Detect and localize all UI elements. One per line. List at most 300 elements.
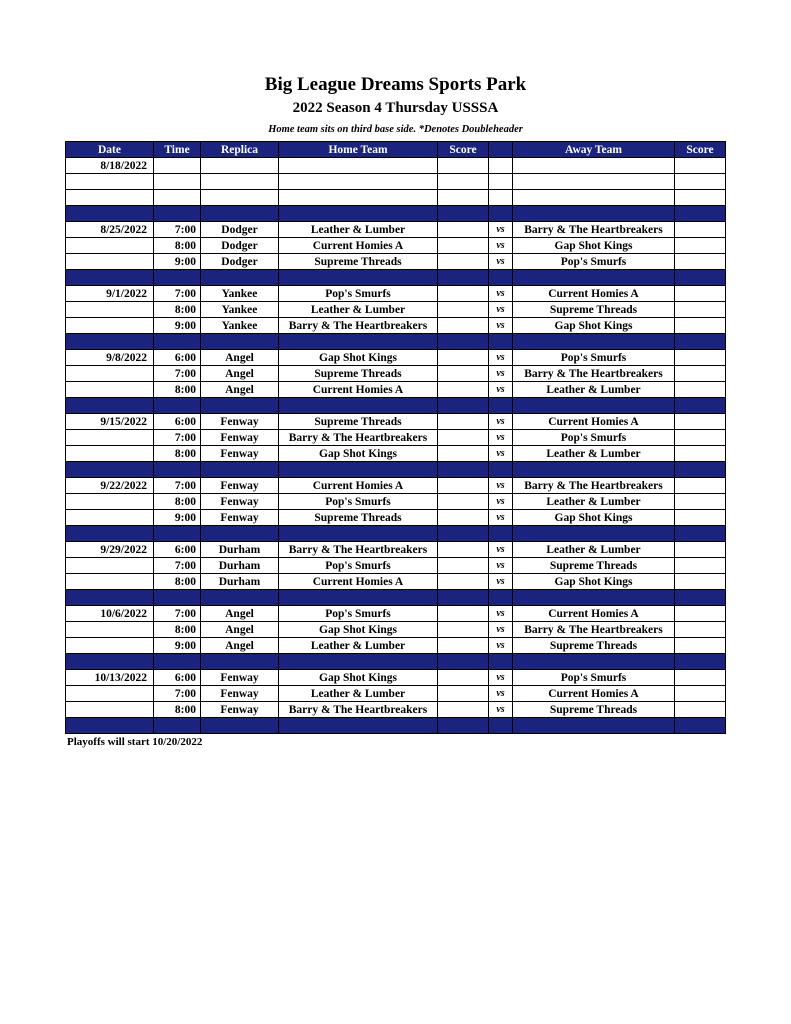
game-row [66,558,726,574]
date-cell [66,238,154,254]
separator-cell [513,398,675,414]
away-team-cell: Barry & The Heartbreakers [513,222,675,238]
away-team-cell: Gap Shot Kings [513,318,675,334]
vs-cell: vs [489,670,513,686]
col-time-header: Time [154,142,201,158]
game-row [66,702,726,718]
home-score-cell [438,446,489,462]
col-away-team-header: Away Team [513,142,675,158]
vs-cell: vs [489,702,513,718]
away-score-cell [675,606,726,622]
vs-cell: vs [489,510,513,526]
time-cell [154,174,201,190]
home-team-cell: Gap Shot Kings [279,670,438,686]
separator-cell [279,526,438,542]
separator-cell [66,590,154,606]
vs-cell [489,174,513,190]
away-score-cell [675,494,726,510]
replica-field-cell: Dodger [201,238,279,254]
week-separator-row [66,334,726,350]
game-row [66,542,726,558]
game-row [66,446,726,462]
home-score-cell [438,350,489,366]
home-team-cell: Pop's Smurfs [279,558,438,574]
replica-field-cell: Fenway [201,430,279,446]
date-cell: 9/29/2022 [66,542,154,558]
home-team-cell: Supreme Threads [279,510,438,526]
home-score-cell [438,238,489,254]
separator-cell [675,398,726,414]
game-row [66,574,726,590]
vs-cell: vs [489,686,513,702]
col-date-header: Date [66,142,154,158]
separator-cell [438,462,489,478]
time-cell: 9:00 [154,510,201,526]
date-cell: 9/22/2022 [66,478,154,494]
separator-cell [438,526,489,542]
time-cell: 7:00 [154,558,201,574]
replica-field-cell: Durham [201,558,279,574]
game-row [66,254,726,270]
away-team-cell [513,190,675,206]
separator-cell [513,654,675,670]
home-team-cell: Gap Shot Kings [279,446,438,462]
date-cell [66,318,154,334]
col-home-team-header: Home Team [279,142,438,158]
away-score-cell [675,622,726,638]
home-team-cell: Leather & Lumber [279,302,438,318]
week-separator-row [66,206,726,222]
home-team-cell: Pop's Smurfs [279,494,438,510]
separator-cell [675,654,726,670]
away-score-cell [675,638,726,654]
away-score-cell [675,254,726,270]
separator-cell [66,270,154,286]
game-row [66,606,726,622]
time-cell: 7:00 [154,222,201,238]
home-team-cell: Current Homies A [279,382,438,398]
game-row [66,158,726,174]
away-team-cell: Leather & Lumber [513,446,675,462]
away-score-cell [675,414,726,430]
separator-cell [513,270,675,286]
date-cell [66,574,154,590]
away-score-cell [675,686,726,702]
vs-cell: vs [489,446,513,462]
away-team-cell: Current Homies A [513,286,675,302]
home-score-cell [438,254,489,270]
separator-cell [201,590,279,606]
separator-cell [66,334,154,350]
separator-cell [675,206,726,222]
date-cell: 9/1/2022 [66,286,154,302]
vs-cell: vs [489,414,513,430]
separator-cell [438,334,489,350]
away-score-cell [675,302,726,318]
separator-cell [438,718,489,734]
away-team-cell: Pop's Smurfs [513,670,675,686]
separator-cell [154,398,201,414]
date-cell: 10/13/2022 [66,670,154,686]
away-score-cell [675,350,726,366]
replica-field-cell: Fenway [201,446,279,462]
home-team-cell [279,190,438,206]
home-score-cell [438,286,489,302]
away-score-cell [675,174,726,190]
schedule-table [65,141,726,734]
week-separator-row [66,398,726,414]
home-team-cell: Barry & The Heartbreakers [279,318,438,334]
vs-cell: vs [489,606,513,622]
game-row [66,318,726,334]
time-cell: 9:00 [154,318,201,334]
home-score-cell [438,318,489,334]
game-row [66,302,726,318]
separator-cell [201,398,279,414]
separator-cell [279,654,438,670]
away-score-cell [675,574,726,590]
vs-cell: vs [489,574,513,590]
time-cell [154,190,201,206]
home-score-cell [438,190,489,206]
separator-cell [154,334,201,350]
separator-cell [201,718,279,734]
separator-cell [513,526,675,542]
replica-field-cell: Durham [201,542,279,558]
date-cell [66,366,154,382]
time-cell: 8:00 [154,382,201,398]
col-away-score-header: Score [675,142,726,158]
vs-cell: vs [489,318,513,334]
vs-cell: vs [489,478,513,494]
game-row [66,366,726,382]
home-score-cell [438,622,489,638]
home-team-cell: Supreme Threads [279,366,438,382]
home-score-cell [438,638,489,654]
game-row [66,414,726,430]
replica-field-cell [201,174,279,190]
away-team-cell [513,158,675,174]
separator-cell [489,590,513,606]
vs-cell: vs [489,558,513,574]
separator-cell [154,590,201,606]
vs-cell: vs [489,350,513,366]
week-separator-row [66,654,726,670]
away-team-cell: Barry & The Heartbreakers [513,622,675,638]
away-team-cell: Leather & Lumber [513,382,675,398]
replica-field-cell: Fenway [201,702,279,718]
separator-cell [675,718,726,734]
replica-field-cell: Durham [201,574,279,590]
date-cell [66,382,154,398]
home-score-cell [438,558,489,574]
separator-cell [279,462,438,478]
time-cell: 6:00 [154,542,201,558]
away-team-cell: Supreme Threads [513,638,675,654]
home-team-cell [279,158,438,174]
home-team-cell: Current Homies A [279,478,438,494]
replica-field-cell: Fenway [201,414,279,430]
home-score-cell [438,702,489,718]
away-team-cell: Barry & The Heartbreakers [513,366,675,382]
separator-cell [66,526,154,542]
separator-cell [489,270,513,286]
home-team-cell: Pop's Smurfs [279,286,438,302]
separator-cell [513,334,675,350]
separator-cell [438,590,489,606]
page-title: Big League Dreams Sports Park [264,74,527,95]
game-row [66,478,726,494]
replica-field-cell: Angel [201,366,279,382]
home-team-cell: Supreme Threads [279,254,438,270]
time-cell: 8:00 [154,446,201,462]
time-cell: 8:00 [154,302,201,318]
separator-cell [154,206,201,222]
away-team-cell: Leather & Lumber [513,494,675,510]
replica-field-cell: Angel [201,606,279,622]
separator-cell [279,206,438,222]
replica-field-cell: Angel [201,350,279,366]
home-team-cell: Leather & Lumber [279,222,438,238]
replica-field-cell: Yankee [201,286,279,302]
game-row [66,238,726,254]
time-cell: 8:00 [154,238,201,254]
away-team-cell: Gap Shot Kings [513,574,675,590]
home-team-cell: Barry & The Heartbreakers [279,702,438,718]
schedule-note: Home team sits on third base side. *Denotes Doubleheader [268,124,523,135]
time-cell: 8:00 [154,574,201,590]
vs-cell: vs [489,286,513,302]
replica-field-cell: Yankee [201,302,279,318]
vs-cell: vs [489,494,513,510]
home-score-cell [438,478,489,494]
separator-cell [154,718,201,734]
away-team-cell: Current Homies A [513,686,675,702]
away-team-cell: Gap Shot Kings [513,510,675,526]
away-team-cell: Pop's Smurfs [513,430,675,446]
separator-cell [513,462,675,478]
away-team-cell: Barry & The Heartbreakers [513,478,675,494]
week-separator-row [66,718,726,734]
week-separator-row [66,590,726,606]
time-cell: 8:00 [154,702,201,718]
home-team-cell: Current Homies A [279,574,438,590]
replica-field-cell [201,190,279,206]
vs-cell: vs [489,638,513,654]
replica-field-cell: Fenway [201,494,279,510]
replica-field-cell: Fenway [201,670,279,686]
away-team-cell: Supreme Threads [513,702,675,718]
date-cell: 8/18/2022 [66,158,154,174]
away-team-cell: Supreme Threads [513,558,675,574]
time-cell: 8:00 [154,494,201,510]
away-team-cell [513,174,675,190]
playoffs-note: Playoffs will start 10/20/2022 [67,736,203,748]
home-score-cell [438,542,489,558]
game-row [66,430,726,446]
home-score-cell [438,430,489,446]
vs-cell: vs [489,254,513,270]
time-cell: 9:00 [154,638,201,654]
game-row [66,286,726,302]
separator-cell [154,270,201,286]
separator-cell [279,398,438,414]
time-cell: 8:00 [154,622,201,638]
replica-field-cell: Angel [201,622,279,638]
separator-cell [66,462,154,478]
replica-field-cell: Fenway [201,510,279,526]
game-row [66,350,726,366]
replica-field-cell: Dodger [201,254,279,270]
game-row [66,622,726,638]
vs-cell [489,190,513,206]
game-row [66,686,726,702]
away-team-cell: Current Homies A [513,414,675,430]
home-score-cell [438,382,489,398]
replica-field-cell: Fenway [201,478,279,494]
separator-cell [675,526,726,542]
col-replica-header: Replica [201,142,279,158]
home-team-cell: Barry & The Heartbreakers [279,542,438,558]
date-cell [66,446,154,462]
home-score-cell [438,574,489,590]
away-score-cell [675,286,726,302]
separator-cell [489,398,513,414]
away-score-cell [675,670,726,686]
vs-cell: vs [489,542,513,558]
separator-cell [66,206,154,222]
home-score-cell [438,302,489,318]
away-score-cell [675,542,726,558]
home-score-cell [438,670,489,686]
separator-cell [279,718,438,734]
separator-cell [438,398,489,414]
date-cell [66,174,154,190]
vs-cell: vs [489,366,513,382]
date-cell [66,190,154,206]
date-cell: 8/25/2022 [66,222,154,238]
away-team-cell: Pop's Smurfs [513,254,675,270]
separator-cell [279,334,438,350]
away-score-cell [675,222,726,238]
home-team-cell: Supreme Threads [279,414,438,430]
time-cell: 7:00 [154,366,201,382]
schedule-body [66,158,726,734]
away-score-cell [675,478,726,494]
col-vs-header [489,142,513,158]
separator-cell [489,718,513,734]
replica-field-cell: Yankee [201,318,279,334]
game-row [66,510,726,526]
home-team-cell: Gap Shot Kings [279,350,438,366]
away-team-cell: Supreme Threads [513,302,675,318]
replica-field-cell: Angel [201,638,279,654]
separator-cell [66,654,154,670]
separator-cell [66,718,154,734]
separator-cell [201,334,279,350]
away-score-cell [675,702,726,718]
separator-cell [489,462,513,478]
game-row [66,190,726,206]
separator-cell [154,654,201,670]
replica-field-cell: Angel [201,382,279,398]
away-team-cell: Current Homies A [513,606,675,622]
separator-cell [438,206,489,222]
vs-cell [489,158,513,174]
home-score-cell [438,174,489,190]
separator-cell [201,462,279,478]
time-cell: 6:00 [154,414,201,430]
vs-cell: vs [489,222,513,238]
page-subtitle: 2022 Season 4 Thursday USSSA [292,100,499,116]
replica-field-cell: Dodger [201,222,279,238]
separator-cell [489,206,513,222]
vs-cell: vs [489,238,513,254]
game-row [66,638,726,654]
game-row [66,494,726,510]
time-cell: 7:00 [154,478,201,494]
away-score-cell [675,318,726,334]
vs-cell: vs [489,430,513,446]
away-score-cell [675,366,726,382]
separator-cell [489,654,513,670]
game-row [66,222,726,238]
separator-cell [66,398,154,414]
home-score-cell [438,414,489,430]
week-separator-row [66,526,726,542]
separator-cell [279,270,438,286]
home-score-cell [438,510,489,526]
game-row [66,670,726,686]
home-team-cell: Barry & The Heartbreakers [279,430,438,446]
home-score-cell [438,686,489,702]
vs-cell: vs [489,622,513,638]
home-team-cell: Leather & Lumber [279,638,438,654]
separator-cell [154,526,201,542]
separator-cell [201,206,279,222]
date-cell [66,686,154,702]
separator-cell [489,526,513,542]
week-separator-row [66,270,726,286]
separator-cell [675,462,726,478]
away-score-cell [675,510,726,526]
separator-cell [201,654,279,670]
date-cell [66,494,154,510]
vs-cell: vs [489,302,513,318]
away-team-cell: Leather & Lumber [513,542,675,558]
time-cell: 7:00 [154,286,201,302]
replica-field-cell: Fenway [201,686,279,702]
separator-cell [513,206,675,222]
time-cell: 9:00 [154,254,201,270]
separator-cell [438,654,489,670]
separator-cell [201,526,279,542]
date-cell [66,558,154,574]
date-cell [66,510,154,526]
separator-cell [438,270,489,286]
time-cell: 6:00 [154,350,201,366]
vs-cell: vs [489,382,513,398]
separator-cell [513,718,675,734]
game-row [66,174,726,190]
separator-cell [675,334,726,350]
away-team-cell: Pop's Smurfs [513,350,675,366]
game-row [66,382,726,398]
header-row [66,142,726,158]
date-cell [66,254,154,270]
date-cell: 9/8/2022 [66,350,154,366]
home-score-cell [438,158,489,174]
